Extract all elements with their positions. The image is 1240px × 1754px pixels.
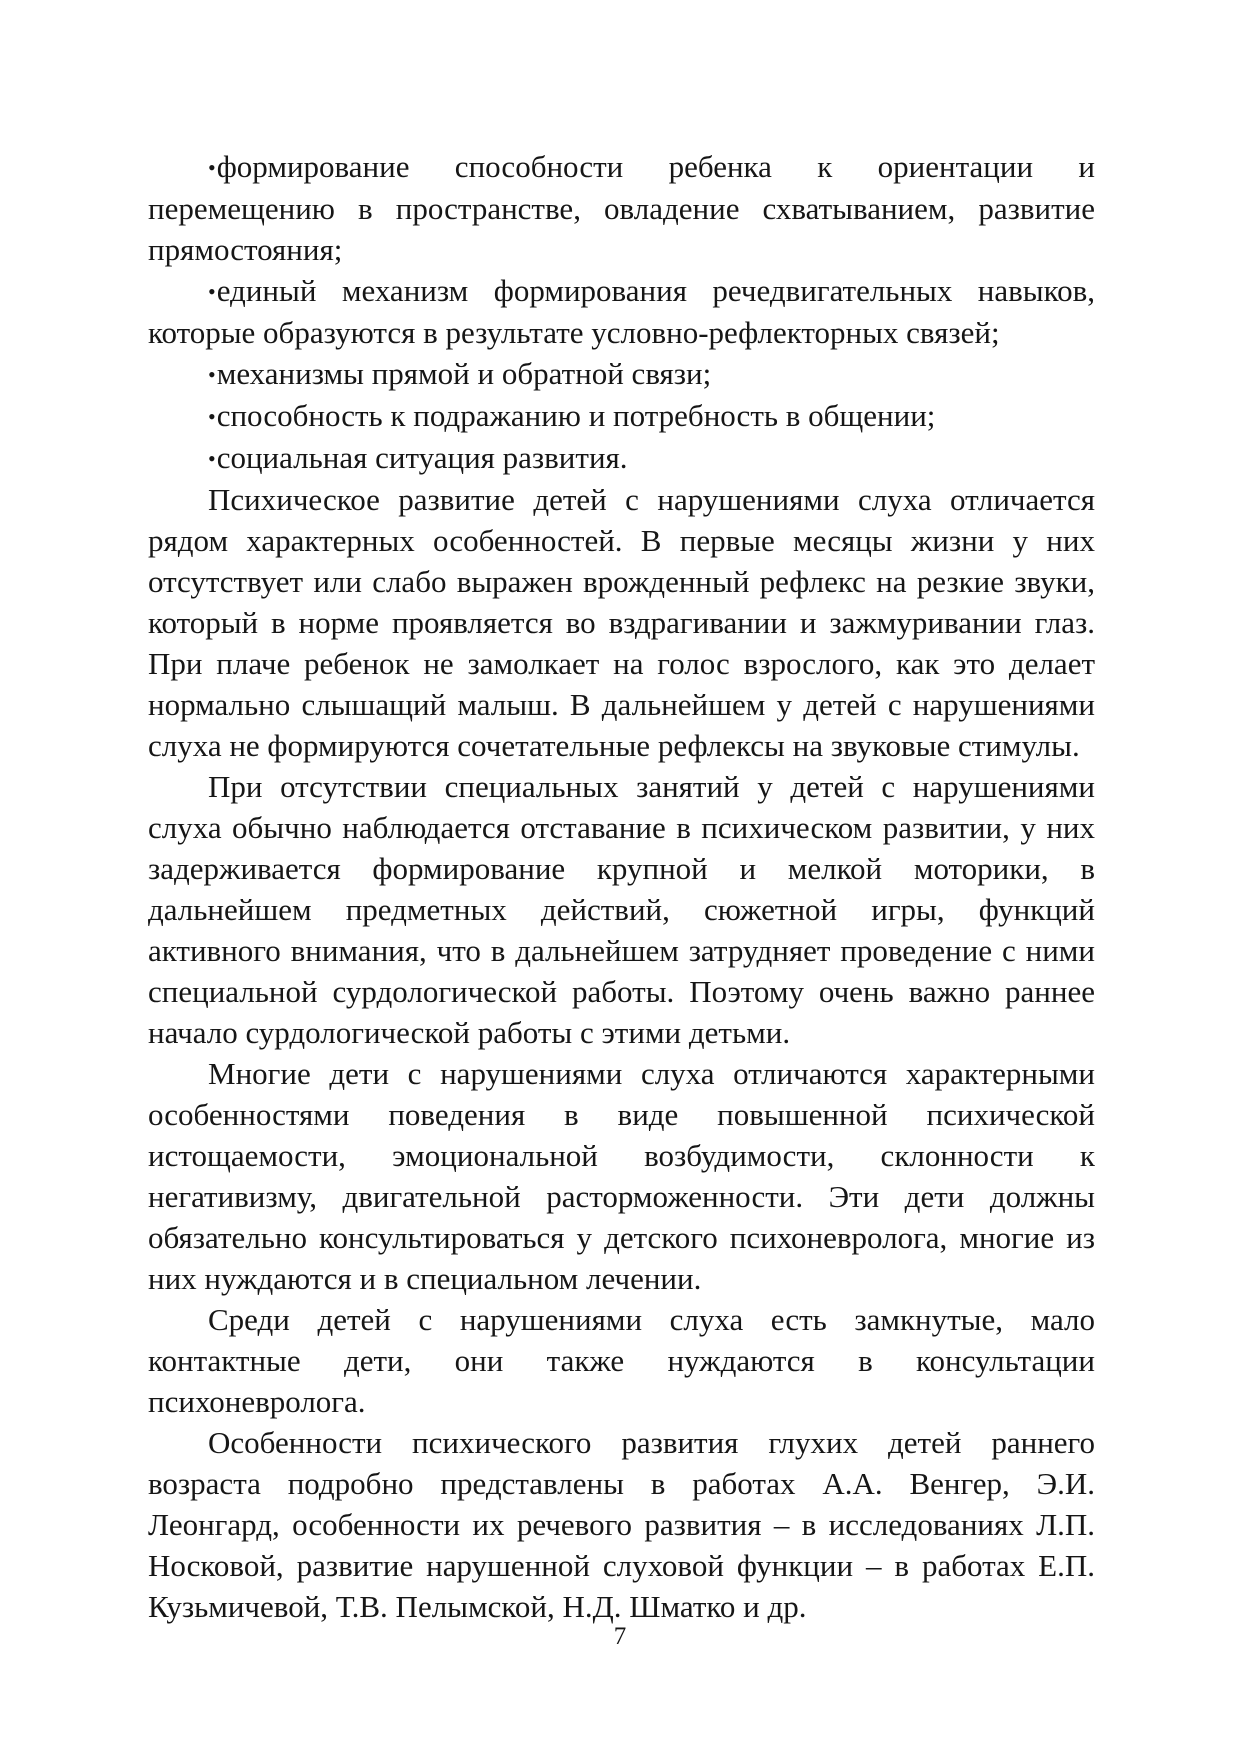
bullet-text: формирование способности ребенка к ориентации и перемещению в пространстве, овладение схватыванием, развитие прямостояния; [148, 149, 1095, 267]
paragraph: При отсутствии специальных занятий у детей с нарушениями слуха обычно наблюдается отставание в психическом развитии, у них задерживается формирование крупной и мелкой моторики, в дальнейшем предметных действий, сюжетной игры, функций активного внимания, что в дальнейшем затрудняет проведение с ними специальной сурдологической работы. Поэтому очень важно раннее начало сурдологической работы с этими детьми. [148, 769, 1095, 1050]
bullet-item [148, 146, 1095, 270]
paragraph: Среди детей с нарушениями слуха есть замкнутые, мало контактные дети, они также нуждаются в консультации психоневролога. [148, 1302, 1095, 1419]
bullet-item [148, 395, 1095, 437]
bullet-item [148, 270, 1095, 353]
bullet-marker: • [208, 279, 216, 304]
body-text [148, 146, 1095, 1627]
bullet-marker: • [208, 155, 216, 180]
bullet-item [148, 437, 1095, 479]
bullet-text: социальная ситуация развития. [216, 440, 628, 475]
bullet-text: единый механизм формирования речедвигательных навыков, которые образуются в результате условно-рефлекторных связей; [148, 273, 1095, 350]
bullet-marker: • [208, 362, 216, 387]
bullet-marker: • [208, 446, 216, 471]
bullet-text: механизмы прямой и обратной связи; [216, 356, 712, 391]
bullet-text: способность к подражанию и потребность в общении; [216, 398, 936, 433]
paragraph: Многие дети с нарушениями слуха отличаются характерными особенностями поведения в виде повышенной психической истощаемости, эмоциональной возбудимости, склонности к негативизму, двигательной расторможенности. Эти дети должны обязательно консультироваться у детского психоневролога, многие из них нуждаются и в специальном лечении. [148, 1056, 1095, 1296]
page-number: 7 [613, 1623, 627, 1650]
bullet-marker: • [208, 404, 216, 429]
bullet-item [148, 353, 1095, 395]
paragraph: Психическое развитие детей с нарушениями слуха отличается рядом характерных особенностей. В первые месяцы жизни у них отсутствует или слабо выражен врожденный рефлекс на резкие звуки, который в норме проявляется во вздрагивании и зажмуривании глаз. При плаче ребенок не замолкает на голос взрослого, как это делает нормально слышащий малыш. В дальнейшем у детей с нарушениями слуха не формируются сочетательные рефлексы на звуковые стимулы. [148, 482, 1095, 763]
paragraph: Особенности психического развития глухих детей раннего возраста подробно представлены в работах А.А. Венгер, Э.И. Леонгард, особенности их речевого развития – в исследованиях Л.П. Носковой, развитие нарушенной слуховой функции – в работах Е.П. Кузьмичевой, Т.В. Пелымской, Н.Д. Шматко и др. [148, 1425, 1095, 1624]
